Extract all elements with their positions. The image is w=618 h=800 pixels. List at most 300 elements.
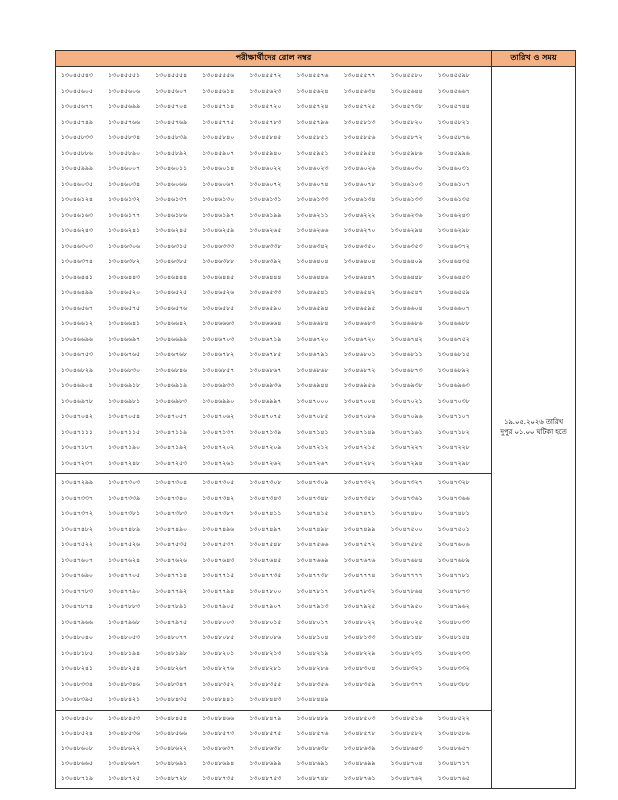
roll-number: ১৩০৪৮৩৭৭ <box>390 680 423 688</box>
roll-number: ১৩০৪৭৪৮২ <box>61 525 93 533</box>
roll-number: ১৩০৪৭৬০৬ <box>437 541 470 549</box>
roll-number: ১৩০৪৭৪১১ <box>249 510 282 518</box>
roll-number: ১৩০৪৬৪৪৬ <box>296 273 329 281</box>
roll-number: ১৩০৪৫৮২১ <box>437 118 470 126</box>
roll-number: ১৩০৪৭৩৮৩ <box>155 510 188 518</box>
roll-number: ১৩০৪৬২১১ <box>296 211 329 219</box>
roll-number: ১৩০৪৭৩৬১ <box>390 494 423 502</box>
roll-number: ১৩০৪৬৪৪৩ <box>108 273 141 281</box>
roll-number: ১৩০৪৫৫৭৬ <box>296 72 329 80</box>
roll-row <box>61 301 489 317</box>
roll-number: ১৩০৪৬৩১৫ <box>155 242 188 250</box>
roll-number: ১৩০৪৭০২১ <box>390 397 423 405</box>
roll-number: ১৩০৪৮২৩৩ <box>437 649 470 657</box>
roll-number: ১৩০৪৬০৬৭ <box>202 180 235 188</box>
roll-number: ১৩০৪৮৩৩২ <box>437 665 470 673</box>
roll-number: ১৩০৪৬১৯৯ <box>249 211 282 219</box>
roll-number: ১৩০৪৬৩৩৮ <box>249 242 282 250</box>
roll-number: ১৩০৪৮৪৮৯ <box>296 715 329 723</box>
roll-number: ১৩০৪৭৯২৫ <box>343 603 376 611</box>
roll-number: ১৩০৪৫৬২৩ <box>249 87 282 95</box>
roll-number: ১৩০৪৭২৪৮ <box>108 459 141 467</box>
roll-number: ১৩০৪৮৭৩৫ <box>202 775 235 782</box>
roll-number: ১৩০৪৬২৯৪ <box>390 227 423 235</box>
roll-number: ১৩০৪৮৫৩৬ <box>108 730 141 738</box>
roll-number: ১৩০৪৮১৩৩ <box>343 634 376 642</box>
roll-number: ১৩০৪৮৩৩৪ <box>61 680 93 688</box>
roll-number: ১৩০৪৭৬২৪ <box>108 556 141 564</box>
roll-number: ১৩০৪৭৮১৭ <box>296 587 329 595</box>
roll-number: ১৩০৪৭১৯০ <box>108 444 141 452</box>
roll-number: ১৩০৪৭১১১ <box>61 428 93 436</box>
roll-number: ১৩০৪৭২৯৮ <box>437 459 470 467</box>
roll-row <box>61 584 489 600</box>
roll-number: ১৩০৪৭৬৬৯ <box>296 556 329 564</box>
roll-number: ১৩০৪৬৯১৮ <box>108 382 141 390</box>
roll-number: ১৩০৪৬০১৪ <box>202 165 235 173</box>
roll-number: ১৩০৪৫৬০৬ <box>108 87 141 95</box>
roll-row <box>61 177 489 193</box>
roll-number: ১৩০৪৭৩২৮ <box>437 479 470 487</box>
roll-number: ১৩০৪৬৫৪২ <box>343 289 376 297</box>
roll-number: ১৩০৪৭৭৮৩ <box>61 587 93 595</box>
roll-number: ১৩০৪৫৮৯০ <box>108 149 141 157</box>
roll-number: ১৩০৪৮৪৬৬ <box>202 715 235 723</box>
roll-number: ১৩০৪৫৮৩৩ <box>61 134 93 142</box>
roll-number: ১৩০৪৭৬০৭ <box>61 556 93 564</box>
roll-number: ১৩০৪৮১৯৮ <box>155 649 188 657</box>
roll-number: ১৩০৪৫৫৯৮ <box>437 72 470 80</box>
roll-number: ১৩০৪৬২৪৩ <box>61 227 93 235</box>
roll-number: ১৩০৪৭৩৪৮ <box>296 494 329 502</box>
roll-number: ১৩০৪৬১৩৭ <box>155 196 188 204</box>
roll-number: ১৩০৪৭০৬২ <box>202 413 235 421</box>
roll-number: ১৩০৪৬৫৭৬ <box>155 304 188 312</box>
roll-number: ১৩০৪৭৫৩৭ <box>202 541 235 549</box>
roll-number: ১৩০৪৭২১৫ <box>343 444 376 452</box>
roll-number: ১৩০৪৫৭৩৮ <box>390 103 423 111</box>
roll-number: ১৩০৪৬৭৪২ <box>390 335 423 343</box>
roll-number: ১৩০৪৭৭০৫ <box>108 572 141 580</box>
roll-number: ১৩০৪৮৬৯১ <box>296 760 329 768</box>
roll-number: ১৩০৪৮৬৪৩ <box>390 745 423 753</box>
roll-number: ১৩০৪৮৪৭৯ <box>249 715 282 723</box>
roll-number: ১৩০৪৭১৩৭ <box>202 428 235 436</box>
roll-number: ১৩০৪৮৩৪৭ <box>155 680 188 688</box>
roll-number: ১৩০৪৫৮৩৯ <box>155 134 188 142</box>
roll-number: ১৩০৪৮৭০৪ <box>390 760 423 768</box>
roll-number: ১৩০৪৭৪৭১ <box>343 510 376 518</box>
roll-number: ১৩০৪৫৭১৪ <box>202 103 235 111</box>
roll-number: ১৩০৪৭১১৯ <box>155 428 188 436</box>
roll-number: ১৩০৪৫৯৫১ <box>296 149 329 157</box>
roll-number: ১৩০৪৬২২২ <box>343 211 376 219</box>
roll-number: ১৩০৪৬৯৩৮ <box>390 382 423 390</box>
roll-number: ১৩০৪৮৫৮২ <box>390 730 423 738</box>
roll-number: ১৩০৪৬৭৮২ <box>202 351 235 359</box>
roll-number: ১৩০৪৬৫২০ <box>108 289 141 297</box>
roll-number: ১৩০৪৭৭৩৮ <box>296 572 329 580</box>
roll-number: ১৩০৪৭২৬৭ <box>296 459 329 467</box>
roll-number: ১৩০৪৮৩০৪ <box>343 665 376 673</box>
roll-row <box>61 646 489 662</box>
roll-number: ১৩০৪৭১৬১ <box>390 428 423 436</box>
roll-number: ১৩০৪৬৬৯৬ <box>61 335 93 343</box>
roll-number: ১৩০৪৬৮৯২ <box>437 366 470 374</box>
roll-number-table <box>55 50 576 789</box>
roll-number: ১৩০৪৭৭৭৪ <box>343 572 376 580</box>
roll-number: ১৩০৪৫৭৬৯ <box>155 118 188 126</box>
roll-number: ১৩০৪৬৫৫৯ <box>437 289 470 297</box>
roll-number: ১৩০৪৮৫৭৮ <box>343 730 376 738</box>
roll-number: ১৩০৪৮১৯৪ <box>108 649 141 657</box>
roll-number: ১৩০৪৮৭৫৩ <box>249 775 282 782</box>
roll-number: ১৩০৪৬১৩২ <box>108 196 141 204</box>
roll-number: ১৩০৪৭৪৯৮ <box>296 525 329 533</box>
roll-row <box>61 115 489 131</box>
roll-number: ১৩০৪৬২৫৯ <box>202 227 235 235</box>
roll-number: ১৩০৪৮৩৫২ <box>202 680 235 688</box>
roll-number: ১৩০৪৭১৪৯ <box>343 428 376 436</box>
roll-number: ১৩০৪৭৭১৫ <box>202 572 235 580</box>
roll-number: ১৩০৪৬৯৪৪ <box>296 382 329 390</box>
roll-number: ১৩০৪৮৪৪১ <box>202 696 235 704</box>
roll-number: ১৩০৪৭১৩৯ <box>249 428 282 436</box>
roll-number: ১৩০৪৬৬৪১ <box>108 320 141 328</box>
roll-row <box>61 491 489 507</box>
roll-number: ১৩০৪৬৫৭৫ <box>108 304 141 312</box>
roll-number: ১৩০৪৫৫৭৭ <box>343 72 376 80</box>
roll-number: ১৩০৪৫৭৭৫ <box>202 118 235 126</box>
roll-number: ১৩০৪৬১৬৩ <box>61 211 93 219</box>
roll-number: ১৩০৪৫৫৪৩ <box>61 72 93 80</box>
roll-number: ১৩০৪৫৭২৪ <box>296 103 329 111</box>
roll-row <box>61 378 489 394</box>
roll-numbers-header: পরীক্ষার্থীদের রোল নম্বর <box>56 51 492 67</box>
roll-number: ১৩০৪৫৮৩৪ <box>108 134 141 142</box>
roll-number: ১৩০৪৫৬৭৭ <box>61 103 93 111</box>
roll-number: ১৩০৪৬৩৫৩ <box>390 242 423 250</box>
roll-number: ১৩০৪৭৯০৫ <box>202 603 235 611</box>
roll-row <box>61 146 489 162</box>
roll-number: ১৩০৪৮২৭৬ <box>202 665 235 673</box>
roll-number: ১৩০৪৮৫২৪ <box>61 730 93 738</box>
roll-row <box>61 712 489 727</box>
roll-block-2 <box>56 474 492 711</box>
roll-number: ১৩০৪৮০৫৩ <box>108 634 141 642</box>
roll-number: ১৩০৪৭২৬২ <box>249 459 282 467</box>
roll-number: ১৩০৪৫৮২০ <box>390 118 423 126</box>
roll-number: ১৩০৪৮৭২৫ <box>108 775 141 782</box>
roll-number: ১৩০৪৮২৩১ <box>390 649 423 657</box>
roll-number: ১৩০৪৭৫৭২ <box>343 541 376 549</box>
roll-number: ১৩০৪৬৭৯১ <box>296 351 329 359</box>
roll-number: ১৩০৪৬৬৬৩ <box>202 320 235 328</box>
roll-row <box>61 425 489 441</box>
roll-number: ১৩০৪৫৬০৫ <box>61 87 93 95</box>
roll-number: ১৩০৪৬৩৭২ <box>437 242 470 250</box>
roll-number: ১৩০৪৫৮৭৬ <box>437 134 470 142</box>
roll-number: ১৩০৪৫৮৪০ <box>202 134 235 142</box>
roll-row <box>61 192 489 208</box>
roll-number: ১৩০৪৮১৮৫ <box>61 649 93 657</box>
roll-row <box>61 506 489 522</box>
roll-number: ১৩০৪৭২২৭ <box>390 444 423 452</box>
roll-number: ১৩০৪৭১৯২ <box>155 444 188 452</box>
roll-number: ১৩০৪৮২৪১ <box>61 665 93 673</box>
roll-number: ১৩০৪৬৩৫০ <box>343 242 376 250</box>
roll-number: ১৩০৪৬৩৭৪ <box>61 258 93 266</box>
roll-number: ১৩০৪৫৬৯৯ <box>108 103 141 111</box>
roll-number: ১৩০৪৬৫৬৭ <box>61 304 93 312</box>
roll-number: ১৩০৪৭৩০৫ <box>202 479 235 487</box>
roll-number: ১৩০৪৭৩০৪ <box>155 479 188 487</box>
roll-number: ১৩০৪৮৪৫০ <box>61 715 93 723</box>
roll-number: ১৩০৪৫৬৪৪ <box>390 87 423 95</box>
roll-number: ১৩০৪৬৭৮৫ <box>249 351 282 359</box>
roll-row <box>61 394 489 410</box>
roll-number: ১৩০৪৮৫১৬ <box>390 715 423 723</box>
roll-number: ১৩০৪৬৪৪৪ <box>155 273 188 281</box>
roll-number: ১৩০৪৮৬৩৭ <box>202 745 235 753</box>
roll-number: ১৩০৪৮৫৭৫ <box>249 730 282 738</box>
roll-number: ১৩০৪৬৮১৫ <box>437 351 470 359</box>
roll-number: ১৩০৪৬৫৪১ <box>296 289 329 297</box>
roll-number: ১৩০৪৬৭০৩ <box>202 335 235 343</box>
roll-number: ১৩০৪৬৯৭৮ <box>61 397 93 405</box>
roll-number: ১৩০৪৬৮১১ <box>390 351 423 359</box>
roll-number: ১৩০৪৮৩২১ <box>390 665 423 673</box>
roll-row <box>61 599 489 615</box>
roll-number: ১৩০৪৬১৩৩ <box>390 196 423 204</box>
roll-number: ১৩০৪৭৮৯১ <box>155 603 188 611</box>
roll-number: ১৩০৪৫৭২৫ <box>343 103 376 111</box>
roll-number: ১৩০৪৭৬৯০ <box>61 572 93 580</box>
roll-number: ১৩০৪৬৩০৩ <box>61 242 93 250</box>
roll-number: ১৩০৪৬০৩৫ <box>61 180 93 188</box>
roll-number: ১৩০৪৮০৮৬ <box>249 634 282 642</box>
roll-number: ১৩০৪৭১৮৭ <box>61 444 93 452</box>
roll-number: ১৩০৪৭৫৪৮ <box>249 541 282 549</box>
roll-number: ১৩০৪৭৩৪০ <box>155 494 188 502</box>
roll-number: ১৩০৪৬৪৯৯ <box>61 289 93 297</box>
roll-number: ১৩০৪৭৫২৬ <box>108 541 141 549</box>
roll-number: ১৩০৪৭৮৬৪ <box>390 587 423 595</box>
roll-number: ১৩০৪৭৬২৬ <box>155 556 188 564</box>
roll-number: ১৩০৪৭০৩৮ <box>437 397 470 405</box>
roll-number: ১৩০৪৮৫৮৬ <box>437 730 470 738</box>
roll-number: ১৩০৪৬৯৩৩ <box>202 382 235 390</box>
roll-number: ১৩০৪৬০৩১ <box>437 165 470 173</box>
roll-number: ১৩০৪৫৭২০ <box>249 103 282 111</box>
roll-number: ১৩০৪৮৭৬২ <box>390 775 423 782</box>
roll-number: ১৩০৪৬০৬৬ <box>155 180 188 188</box>
roll-number: ১৩০৪৭৫০১ <box>437 525 470 533</box>
roll-number: ১৩০৪৫৬১৪ <box>202 87 235 95</box>
roll-number: ১৩০৪৬৬৪২ <box>155 320 188 328</box>
roll-number: ১৩০৪৭০০০ <box>296 397 329 405</box>
roll-number: ১৩০৪৮০৩৩ <box>437 618 470 626</box>
roll-number: ১৩০৪৬১৩৫ <box>437 196 470 204</box>
roll-number: ১৩০৪৮৬৩৮ <box>296 745 329 753</box>
roll-number: ১৩০৪৬৪৩৫ <box>437 258 470 266</box>
roll-number: ১৩০৪৮৬২২ <box>108 745 141 753</box>
roll-number: ১৩০৪৬২৭০ <box>343 227 376 235</box>
roll-number: ১৩০৪৬১৩৩ <box>296 196 329 204</box>
roll-number: ১৩০৪৭৭৭৭ <box>390 572 423 580</box>
roll-number: ১৩০৪৬৬৮৮ <box>437 320 470 328</box>
roll-number: ১৩০৪৮৬৩৮ <box>249 745 282 753</box>
roll-number: ১৩০৪৫৯৯৬ <box>437 149 470 157</box>
roll-row <box>61 84 489 100</box>
roll-number: ১৩০৪৬৬৯৯ <box>155 335 188 343</box>
roll-number: ১৩০৪৭৫৩৫ <box>155 541 188 549</box>
roll-number: ১৩০৪৫৮৪৫ <box>249 134 282 142</box>
roll-number: ১৩০৪৮১৫৪ <box>437 634 470 642</box>
roll-number: ১৩০৪৬৮৭২ <box>343 366 376 374</box>
roll-row <box>61 254 489 270</box>
roll-number: ১৩০৪৫৭৬৬ <box>108 118 141 126</box>
roll-number: ১৩০৪৬৪৪৪ <box>249 273 282 281</box>
roll-number: ১৩০৪৭১৮২ <box>437 428 470 436</box>
roll-number: ১৩০৪৭৩০৮ <box>249 479 282 487</box>
roll-number: ১৩০৪৬৬১২ <box>61 320 93 328</box>
roll-row <box>61 456 489 472</box>
roll-number: ১৩০৪৮৪৪৯ <box>296 696 329 704</box>
roll-number: ১৩০৪৭২০২ <box>202 444 235 452</box>
roll-number: ১৩০৪৫৯৪০ <box>249 149 282 157</box>
roll-number: ১৩০৪৮৬৯৪ <box>202 760 235 768</box>
roll-row <box>61 363 489 379</box>
roll-number: ১৩০৪৬৯৫৬ <box>343 382 376 390</box>
roll-number: ১৩০৪৫৭৮৩ <box>249 118 282 126</box>
roll-number: ১৩০৪৮৭৪৮ <box>296 775 329 782</box>
roll-number: ১৩০৪৬১৮৬ <box>155 211 188 219</box>
roll-number: ১৩০৪৭০৫৪ <box>108 413 141 421</box>
roll-number: ১৩০৪৬৩৮৫ <box>155 258 188 266</box>
roll-number: ১৩০৪৬৮২৯ <box>61 366 93 374</box>
roll-number: ১৩০৪৮৬৯৯ <box>343 760 376 768</box>
roll-number: ১৩০৪৫৭০৪ <box>155 103 188 111</box>
roll-number: ১৩০৪৬৮৫৭ <box>202 366 235 374</box>
roll-number: ১৩০৪৬৪৪৮ <box>390 273 423 281</box>
roll-number: ১৩০৪৮৬২২ <box>155 745 188 753</box>
roll-number: ১৩০৪৮২২৯ <box>343 649 376 657</box>
roll-number: ১৩০৪৮৩৪৬ <box>108 680 141 688</box>
roll-number: ১৩০৪৮৪৩৫ <box>155 696 188 704</box>
roll-row <box>61 239 489 255</box>
roll-number: ১৩০৪৬২৪১ <box>108 227 141 235</box>
roll-number: ১৩০৪৫৭৪৯ <box>61 118 93 126</box>
roll-row <box>61 208 489 224</box>
roll-row <box>61 726 489 741</box>
roll-number: ১৩০৪৬৮৩০ <box>108 366 141 374</box>
roll-number: ১৩০৪৬৫৯৪ <box>296 304 329 312</box>
roll-number: ১৩০৪৮৬৬৫ <box>61 760 93 768</box>
roll-number: ১৩০৪৬৬৮৪ <box>296 320 329 328</box>
roll-number: ১৩০৪৬৬৬৪ <box>249 320 282 328</box>
roll-number: ১৩০৪৭৩৪৩ <box>249 494 282 502</box>
roll-number: ১৩০৪৮৭১৭ <box>437 760 470 768</box>
roll-row <box>61 537 489 553</box>
roll-number: ১৩০৪৬৮৪৬ <box>155 366 188 374</box>
roll-number: ১৩০৪৬৩৪২ <box>296 242 329 250</box>
roll-number: ১৩০৪৬২৬৫ <box>249 227 282 235</box>
roll-number: ১৩০৪৬৫৩৩ <box>249 289 282 297</box>
roll-number: ১৩০৪৭৯৬৬ <box>61 618 93 626</box>
roll-number: ১৩০৪৬৯৯৭ <box>249 397 282 405</box>
roll-number: ১৩০৪৭২২৮ <box>437 444 470 452</box>
roll-number: ১৩০৪৬৫৮৫ <box>202 304 235 312</box>
roll-number: ১৩০৪৭৩২২ <box>343 479 376 487</box>
roll-number: ১৩০৪৮৪২১ <box>108 696 141 704</box>
roll-number: ১৩০৪৮০৭৭ <box>155 634 188 642</box>
roll-row <box>61 475 489 491</box>
roll-row <box>61 741 489 756</box>
roll-number: ১৩০৪৬১০৭ <box>437 180 470 188</box>
roll-number: ১৩০৪৮৫৬৬ <box>155 730 188 738</box>
roll-number: ১৩০৪৬১৩৪ <box>343 196 376 204</box>
roll-number: ১৩০৪৮০০৩ <box>202 618 235 626</box>
roll-number: ১৩০৪৬৬৮৩ <box>343 320 376 328</box>
roll-number: ১৩০৪৬৬০৪ <box>390 304 423 312</box>
roll-number: ১৩০৪৬৯৯০ <box>202 397 235 405</box>
roll-number: ১৩০৪৭১০৭ <box>437 413 470 421</box>
roll-number: ১৩০৪৬৪৪১ <box>61 273 93 281</box>
roll-number: ১৩০৪৬৬০৭ <box>437 304 470 312</box>
roll-number: ১৩০৪৭৪৯০ <box>155 525 188 533</box>
roll-number: ১৩০৪৭৮০০ <box>249 587 282 595</box>
roll-number: ১৩০৪৬১৩০ <box>202 196 235 204</box>
roll-block-1 <box>56 67 492 474</box>
roll-number: ১৩০৪৫৮১৩ <box>343 118 376 126</box>
roll-number: ১৩০৪৭৯৬৮ <box>108 618 141 626</box>
roll-number: ১৩০৪৬২৩৬ <box>390 211 423 219</box>
roll-number: ১৩০৪৬১৯৭ <box>202 211 235 219</box>
roll-number: ১৩০৪৬৭১৯ <box>249 335 282 343</box>
roll-row <box>61 332 489 348</box>
roll-number: ১৩০৪৮৬৩৯ <box>343 745 376 753</box>
roll-number: ১৩০৪৬০২৬ <box>343 165 376 173</box>
roll-number: ১৩০৪৬৪০৪ <box>296 258 329 266</box>
roll-number: ১৩০৪৮৭১৯ <box>61 775 93 782</box>
roll-number: ১৩০৪৬৪৫৩ <box>437 273 470 281</box>
roll-number: ১৩০৪৬৩৯২ <box>249 258 282 266</box>
roll-number: ১৩০৪৭৭৯০ <box>108 587 141 595</box>
roll-number: ১৩০৪৭৪৯৭ <box>249 525 282 533</box>
roll-number: ১৩০৪৫৬৩৪ <box>343 87 376 95</box>
roll-number: ১৩০৪৬১০৩ <box>390 180 423 188</box>
roll-number: ১৩০৪৭০৯৬ <box>390 413 423 421</box>
roll-number: ১৩০৪৬৭২০ <box>343 335 376 343</box>
roll-number: ১৩০৪৮৭২৮ <box>155 775 188 782</box>
roll-number: ১৩০৪৫৫৫১ <box>108 72 141 80</box>
roll-number: ১৩০৪৬০৭৪ <box>296 180 329 188</box>
roll-row <box>61 692 489 708</box>
roll-number: ১৩০৪৮৭৬৫ <box>437 775 470 782</box>
roll-number: ১৩০৪৭৫০০ <box>390 525 423 533</box>
roll-number: ১৩০৪৮৩৫৬ <box>296 680 329 688</box>
roll-row <box>61 568 489 584</box>
roll-number: ১৩০৪৮৩৫৫ <box>249 680 282 688</box>
roll-number: ১৩০৪৭০০৪ <box>343 397 376 405</box>
roll-row <box>61 270 489 286</box>
roll-number: ১৩০৪৬০২৩ <box>296 165 329 173</box>
roll-row <box>61 615 489 631</box>
roll-row <box>61 661 489 677</box>
roll-row <box>61 440 489 456</box>
roll-number: ১৩০৪৭২৮২ <box>343 459 376 467</box>
